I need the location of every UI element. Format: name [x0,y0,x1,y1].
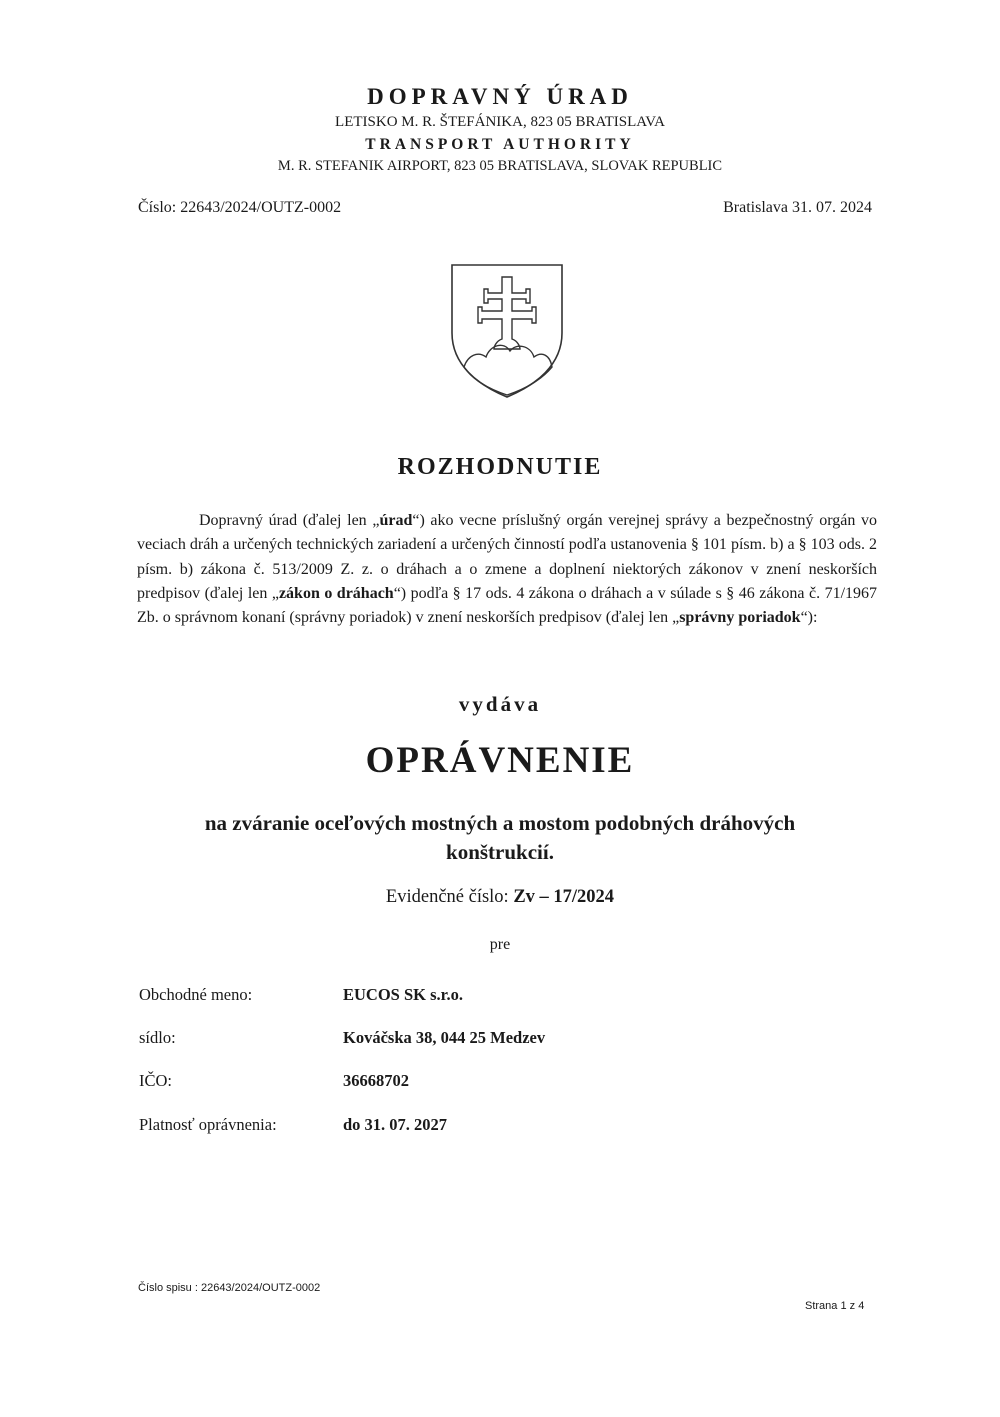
evidence-number [0,887,1000,908]
intro-text-1: Dopravný úrad (ďalej len „ [199,512,380,529]
intro-text-2: “) ako vecne príslušný orgán verejnej správy a bezpečnostný orgán vo veciach dráh a určených technických zariadení a určených činností podľa ustanovenia § 101 písm. b) a § 103 ods. 2 písm. b) zákona č. 513/2009 Z. z. o dráhach a o zmene a doplnení niektorých zákonov v znení neskorších predpisov (ďalej len „ [137,512,877,602]
intro-text-4: “): [800,609,818,627]
company-value: EUCOS SK s.r.o. [343,985,463,1004]
file-number-footer: Číslo spisu : 22643/2024/OUTZ-0002 [138,1282,321,1294]
permit-scope-line-2: konštrukcií. [446,840,554,864]
intro-bold-zakon: zákon o dráhach [278,584,394,602]
issues-heading: vydáva [458,692,542,716]
for-word: pre [489,936,511,953]
slovak-coat-of-arms-icon [450,263,564,399]
authority-name-sk: DOPRAVNÝ ÚRAD [367,84,633,109]
seat-label: sídlo: [139,1028,176,1047]
intro-text-3: “) podľa § 17 ods. 4 zákona o dráhach a v súlade s § 46 zákona č. 71/1967 Zb. o správnom konaní (správny poriadok) v znení neskorších predpisov (ďalej len „ [137,584,878,627]
ico-label: IČO: [139,1071,172,1090]
authority-address-sk: LETISKO M. R. ŠTEFÁNIKA, 823 05 BRATISLAVA [335,114,665,130]
place-date: Bratislava 31. 07. 2024 [723,199,872,216]
page-number: Strana 1 z 4 [805,1300,865,1312]
document-number: Číslo: 22643/2024/OUTZ-0002 [138,199,342,216]
evidence-value: Zv – 17/2024 [513,887,615,907]
seat-value: Kováčska 38, 044 25 Medzev [343,1028,546,1047]
permit-scope [0,809,1000,867]
authority-address-en: M. R. STEFANIK AIRPORT, 823 05 BRATISLAVA, SLOVAK REPUBLIC [277,158,723,174]
evidence-label: Evidenčné číslo: [385,887,514,907]
permit-title: OPRÁVNENIE [365,740,635,781]
ico-value: 36668702 [343,1071,409,1090]
intro-paragraph [137,509,877,630]
intro-bold-poriadok: správny poriadok [679,609,801,627]
authority-name-en: TRANSPORT AUTHORITY [365,136,635,153]
validity-label: Platnosť oprávnenia: [139,1115,277,1134]
decision-title: ROZHODNUTIE [397,454,603,480]
validity-value: do 31. 07. 2027 [343,1115,448,1134]
company-label: Obchodné meno: [139,985,253,1004]
permit-scope-line-1: na zváranie oceľových mostných a mostom podobných dráhových [204,811,796,835]
intro-bold-urad: úrad [379,512,413,529]
